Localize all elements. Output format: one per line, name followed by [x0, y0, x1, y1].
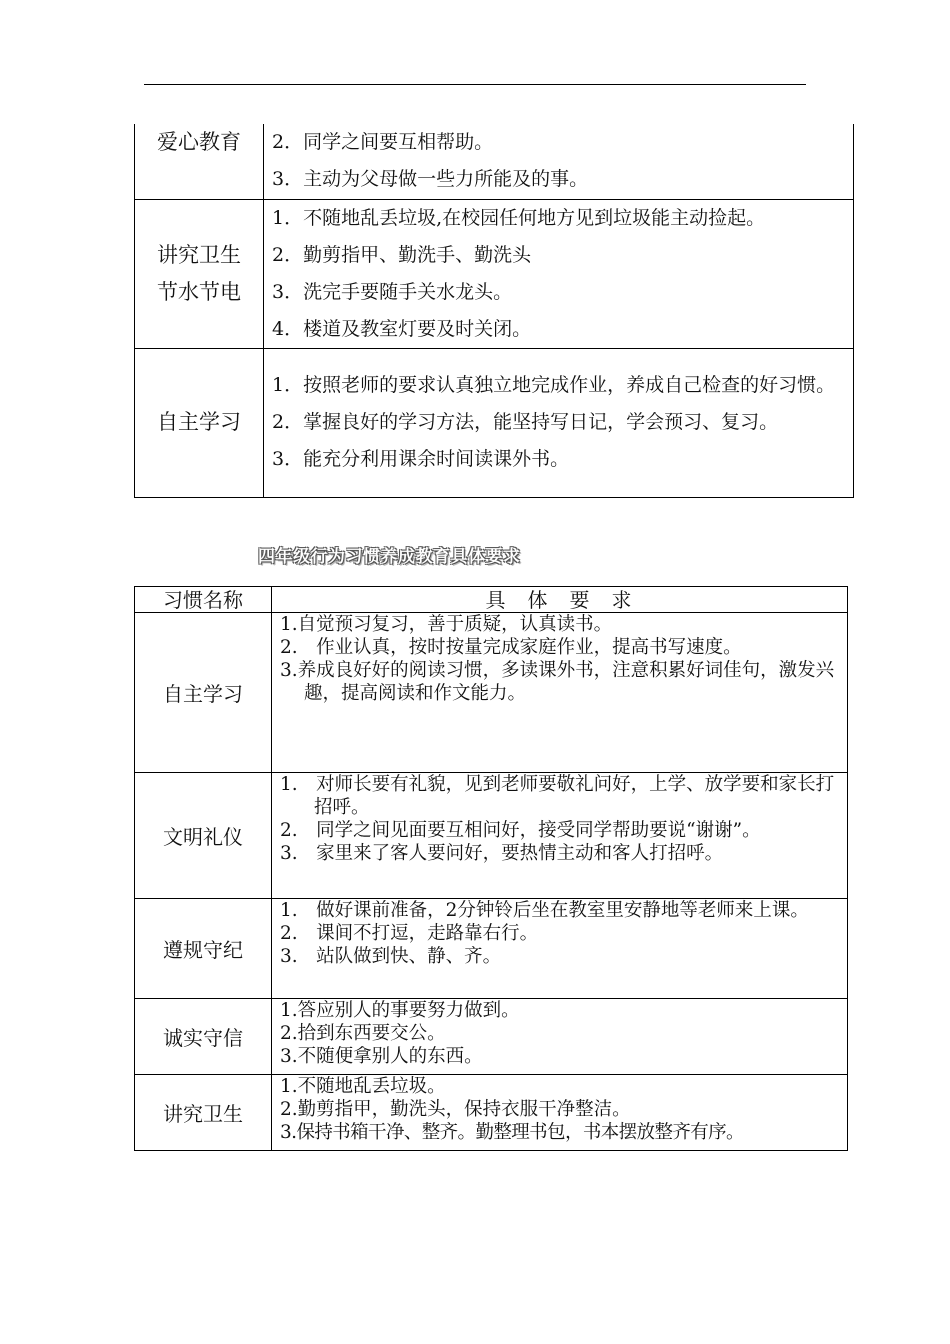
category-label: 遵规守纪	[163, 938, 243, 962]
table-row	[135, 1075, 848, 1151]
requirement-item: 3. 家里来了客人要问好，要热情主动和客人打招呼。	[280, 843, 724, 864]
requirement-item: 1. 做好课前准备，2分钟铃后坐在教室里安静地等老师来上课。	[280, 900, 809, 921]
section-title: 四年级行为习惯养成教育具体要求	[258, 547, 521, 567]
requirement-cell	[264, 199, 854, 348]
category-cell	[135, 899, 272, 999]
requirement-cell	[272, 613, 848, 773]
requirement-item: 2. 课间不打逗，走路靠右行。	[280, 923, 539, 944]
requirement-item: 2. 作业认真，按时按量完成家庭作业，提高书写速度。	[280, 637, 742, 658]
table-row	[135, 348, 854, 497]
requirement-item: 2．掌握良好的学习方法，能坚持写日记，学会预习、复习。	[272, 411, 779, 433]
table-row	[135, 124, 854, 199]
category-cell	[135, 1075, 272, 1151]
requirement-cell	[264, 348, 854, 497]
category-cell	[135, 124, 264, 199]
requirement-item: 1.自觉预习复习，善于质疑，认真读书。	[280, 614, 613, 635]
requirement-cell	[272, 899, 848, 999]
category-label: 诚实守信	[163, 1026, 243, 1050]
table-row	[135, 199, 854, 348]
requirement-cell	[272, 999, 848, 1075]
requirement-item: 1.答应别人的事要努力做到。	[280, 1000, 520, 1021]
table-row	[135, 999, 848, 1075]
category-label: 爱心教育	[157, 130, 241, 154]
category-label: 讲究卫生	[157, 242, 241, 267]
requirement-item: 3.不随便拿别人的东西。	[280, 1046, 483, 1067]
category-cell	[135, 199, 264, 348]
requirement-item: 2.勤剪指甲，勤洗头，保持衣服干净整洁。	[280, 1099, 631, 1120]
requirement-item: 3.保持书箱干净、整齐。勤整理书包，书本摆放整齐有序。	[280, 1122, 744, 1143]
header-requirements: 具体要求	[272, 587, 848, 613]
category-cell	[135, 348, 264, 497]
requirement-item: 3.养成良好好的阅读习惯，多读课外书，注意积累好词佳句，激发兴趣，提高阅读和作文能力。	[280, 660, 835, 704]
requirement-item: 1．按照老师的要求认真独立地完成作业，养成自己检查的好习惯。	[272, 374, 836, 396]
requirement-item: 2.拾到东西要交公。	[280, 1023, 446, 1044]
category-label: 讲究卫生	[163, 1102, 243, 1126]
category-label: 文明礼仪	[163, 825, 243, 849]
requirement-item: 3．主动为父母做一些力所能及的事。	[272, 168, 589, 190]
grade4-habits-table	[134, 586, 848, 1151]
requirement-cell	[272, 773, 848, 899]
requirement-item: 1. 对师长要有礼貌，见到老师要敬礼问好，上学、放学要和家长打招呼。	[280, 774, 835, 818]
header-habit-name: 习惯名称	[135, 587, 272, 613]
requirement-item: 3．能充分利用课余时间读课外书。	[272, 448, 570, 470]
requirement-item: 4．楼道及教室灯要及时关闭。	[272, 317, 532, 340]
requirement-item: 2. 同学之间见面要互相问好，接受同学帮助要说“谢谢”。	[280, 820, 761, 841]
requirement-cell	[264, 124, 854, 199]
requirement-cell	[272, 1075, 848, 1151]
category-label: 自主学习	[157, 410, 241, 434]
requirement-item: 3．洗完手要随手关水龙头。	[272, 280, 513, 303]
header-rule	[144, 84, 806, 85]
table-header-row	[135, 587, 848, 613]
requirement-item: 2．勤剪指甲、勤洗手、勤洗头	[272, 243, 532, 266]
category-cell	[135, 773, 272, 899]
table-row	[135, 613, 848, 773]
requirement-item: 2．同学之间要互相帮助。	[272, 131, 494, 153]
table-row	[135, 899, 848, 999]
category-label: 自主学习	[163, 682, 243, 706]
requirement-item: 3. 站队做到快、静、齐。	[280, 946, 502, 967]
table-row	[135, 773, 848, 899]
category-cell	[135, 613, 272, 773]
category-label: 节水节电	[157, 279, 241, 304]
requirement-item: 1.不随地乱丢垃圾。	[280, 1076, 446, 1097]
category-cell	[135, 999, 272, 1075]
habits-table-continued	[134, 124, 854, 498]
requirement-item: 1．不随地乱丢垃圾,在校园任何地方见到垃圾能主动捡起。	[272, 206, 766, 229]
